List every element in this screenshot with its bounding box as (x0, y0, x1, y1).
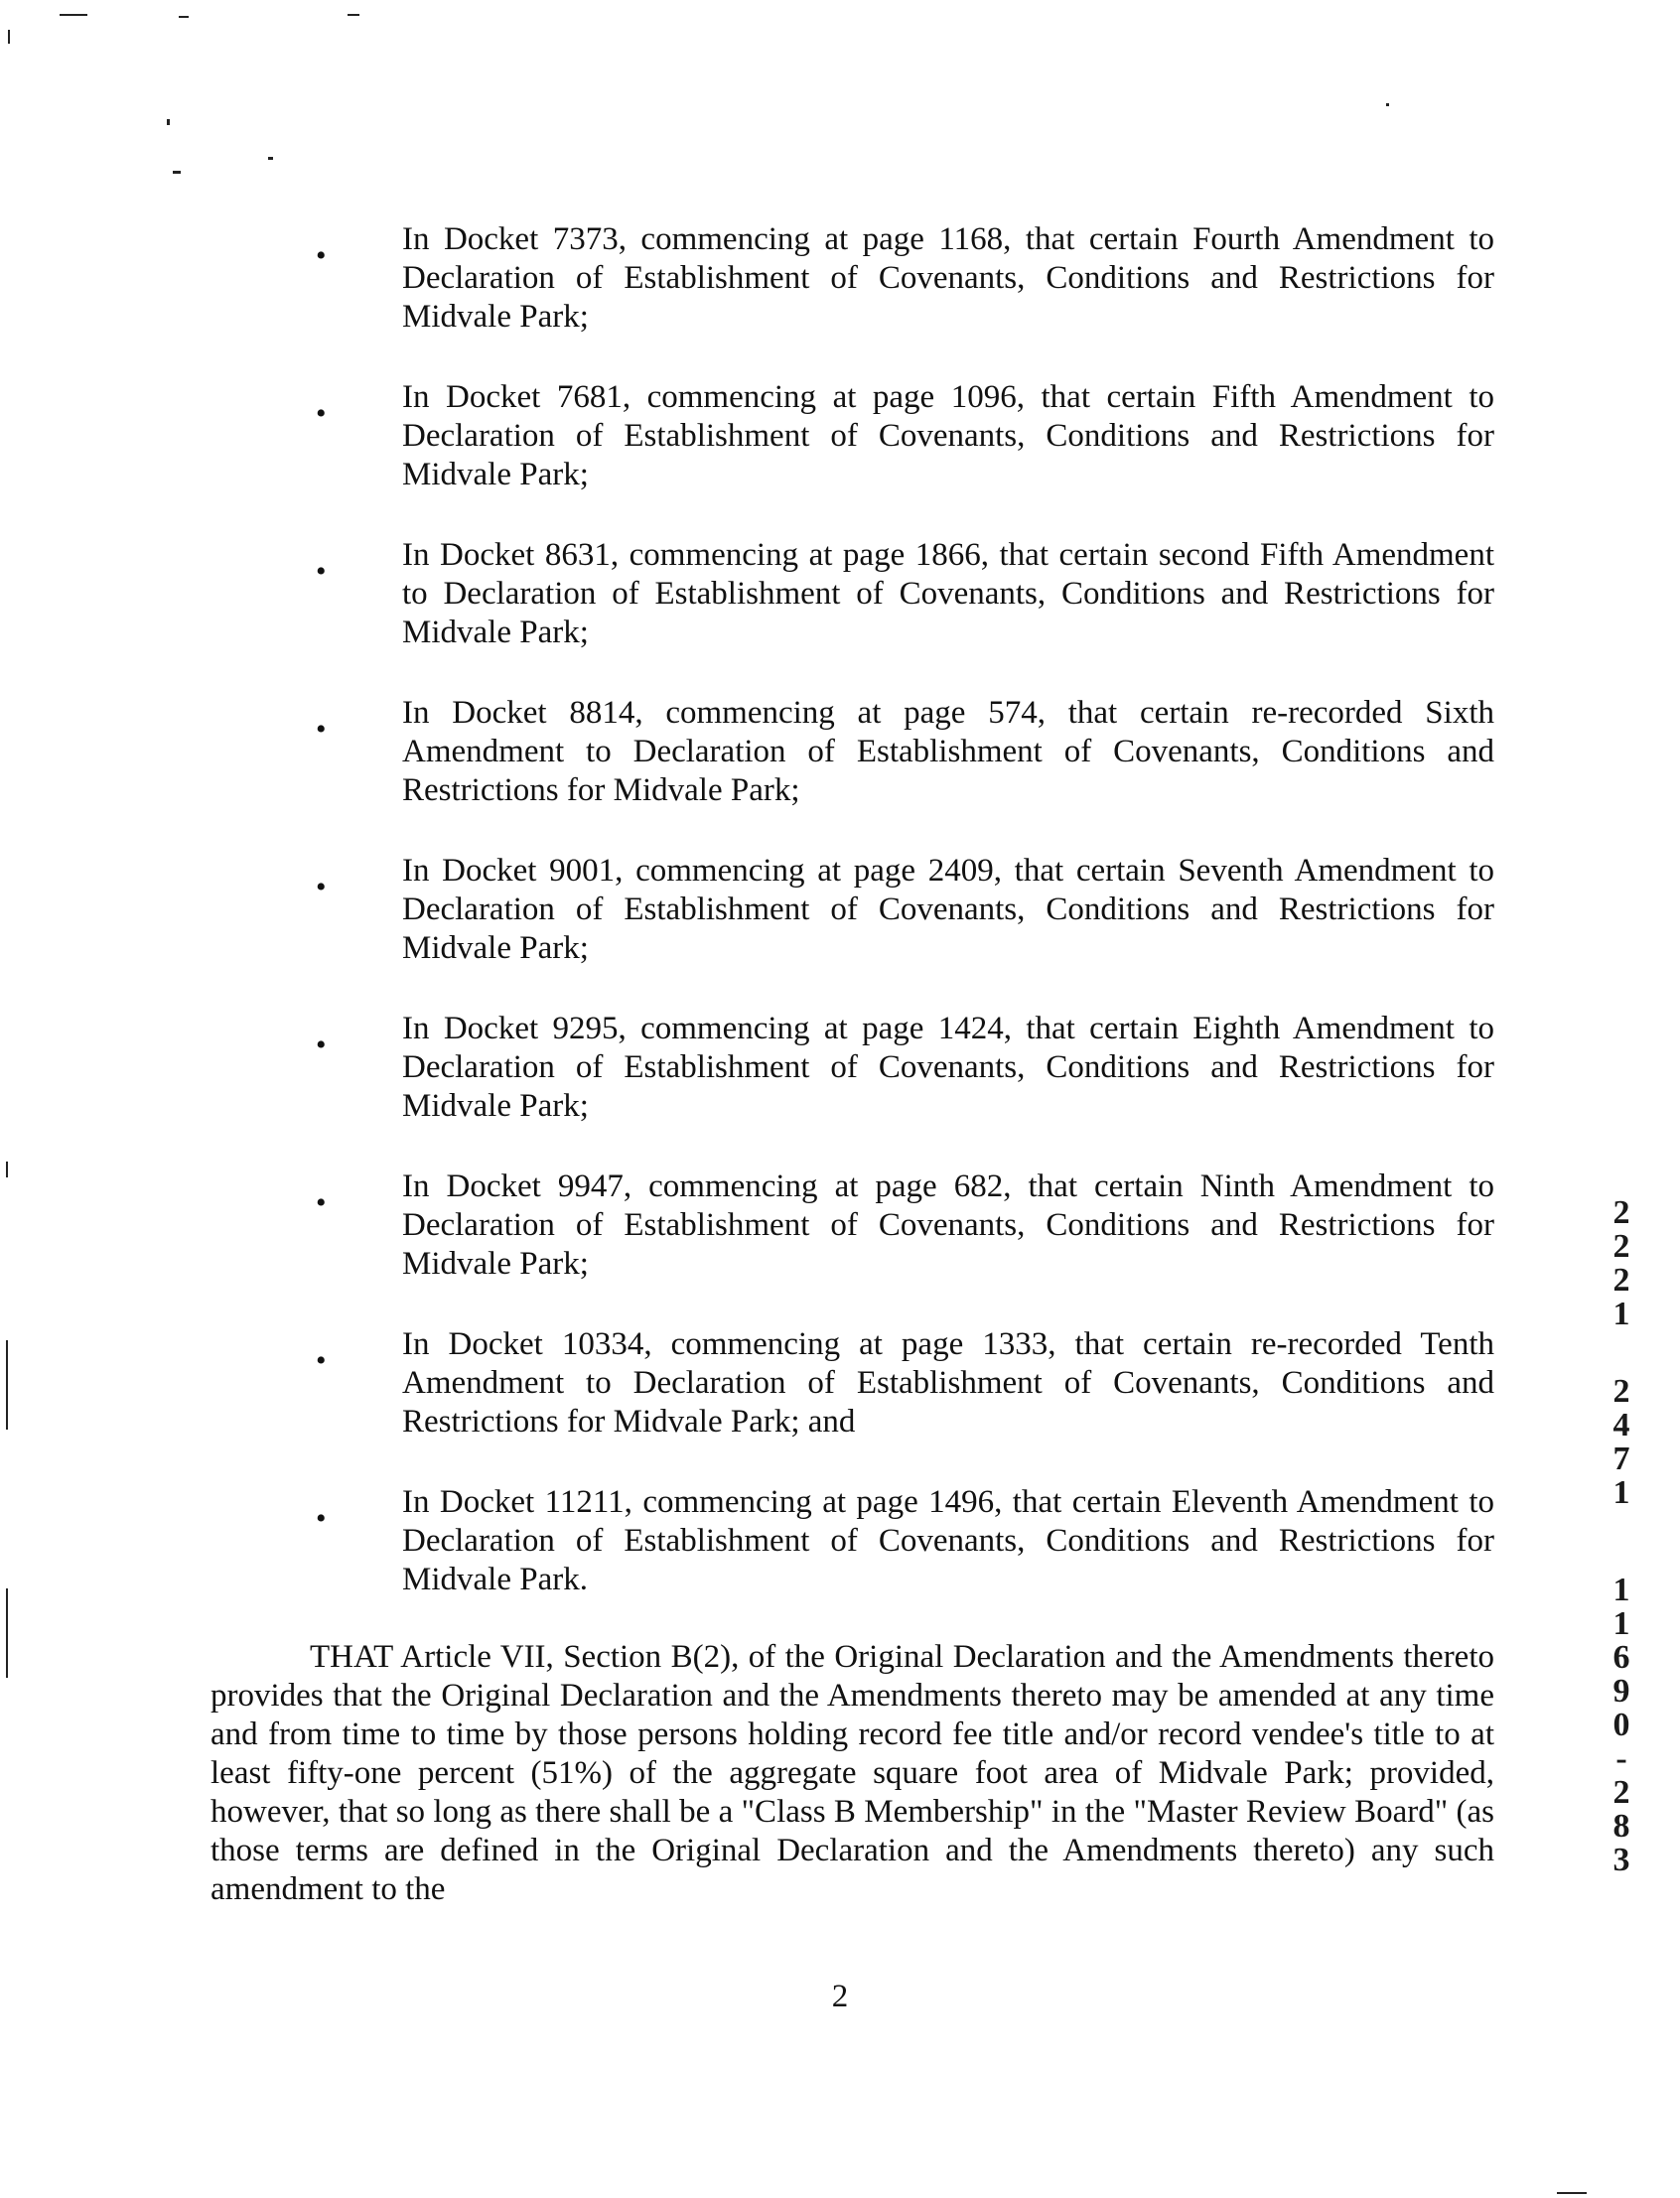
list-bullet: • (316, 555, 327, 588)
stamp-digit: 1 (1612, 1296, 1630, 1332)
stamp-digit: 6 (1612, 1639, 1630, 1676)
list-bullet: • (316, 239, 327, 272)
scan-speck (173, 171, 181, 174)
list-bullet: • (316, 1186, 327, 1219)
stamp-digit: 1 (1612, 1474, 1630, 1511)
stamp-digit: 2 (1612, 1194, 1630, 1231)
list-item: In Docket 10334, commencing at page 1333, that certain re-recorded Tenth Amendment to Declaration of Establishment of Covenants, Conditions and Restrictions for Midvale Park; and (402, 1326, 1494, 1440)
recording-stamp-page (1604, 1375, 1639, 1510)
scan-speck (8, 30, 10, 44)
scan-speck (179, 16, 189, 18)
list-bullet: • (316, 1344, 327, 1377)
list-bullet: • (316, 871, 327, 903)
stamp-digit: 8 (1612, 1808, 1630, 1845)
scan-speck (6, 1588, 8, 1678)
scan-speck (60, 14, 87, 16)
list-bullet: • (316, 1502, 327, 1535)
list-item: In Docket 7681, commencing at page 1096, that certain Fifth Amendment to Declaration of Establishment of Covenants, Conditions and Restrictions for Midvale Park; (402, 379, 1494, 492)
list-item: In Docket 7373, commencing at page 1168, that certain Fourth Amendment to Declaration of Establishment of Covenants, Conditions and Restrictions for Midvale Park; (402, 221, 1494, 335)
scan-speck (6, 1162, 8, 1177)
list-item: In Docket 9947, commencing at page 682, that certain Ninth Amendment to Declaration of Establishment of Covenants, Conditions and Restrictions for Midvale Park; (402, 1168, 1494, 1282)
recording-stamp-docket (1604, 1196, 1639, 1331)
stamp-digit: 4 (1612, 1407, 1630, 1443)
list-item: In Docket 8814, commencing at page 574, that certain re-recorded Sixth Amendment to Declaration of Establishment of Covenants, Conditions and Restrictions for Midvale Park; (402, 695, 1494, 808)
list-bullet: • (316, 1029, 327, 1061)
stamp-digit: - (1615, 1740, 1627, 1777)
stamp-digit: 7 (1612, 1441, 1630, 1477)
stamp-digit: 1 (1612, 1605, 1630, 1642)
stamp-digit: 2 (1612, 1262, 1630, 1299)
scan-speck (167, 119, 170, 125)
stamp-digit: 3 (1612, 1842, 1630, 1878)
list-item: In Docket 9295, commencing at page 1424, that certain Eighth Amendment to Declaration of Establishment of Covenants, Conditions and Restrictions for Midvale Park; (402, 1011, 1494, 1124)
list-item: In Docket 8631, commencing at page 1866, that certain second Fifth Amendment to Declaration of Establishment of Covenants, Conditions and Restrictions for Midvale Park; (402, 537, 1494, 650)
stamp-digit: 2 (1612, 1774, 1630, 1811)
page-number: 2 (831, 1979, 849, 2014)
stamp-digit: 2 (1612, 1373, 1630, 1410)
recording-stamp-code (1604, 1574, 1639, 1877)
scan-speck (1386, 103, 1389, 106)
list-item: In Docket 11211, commencing at page 1496, that certain Eleventh Amendment to Declaration of Establishment of Covenants, Conditions and Restrictions for Midvale Park. (402, 1484, 1494, 1597)
scan-speck (6, 1340, 8, 1430)
body-paragraph: THAT Article VII, Section B(2), of the Original Declaration and the Amendments thereto provides that the Original Declaration and the Amendments thereto may be amended at any time and from time to time by those persons holding record fee title and/or record vendee's title to at least fifty-one percent (51%) of the aggregate square foot area of Midvale Park; provided, however, that so long as there shall be a "Class B Membership" in the "Master Review Board" (as those terms are defined in the Original Declaration and the Amendments thereto) any such amendment to the (210, 1639, 1494, 1907)
scan-speck (1557, 2192, 1587, 2194)
scan-speck (348, 14, 359, 16)
stamp-digit: 9 (1612, 1673, 1630, 1710)
stamp-digit: 0 (1612, 1707, 1630, 1743)
stamp-digit: 1 (1612, 1572, 1630, 1608)
scan-speck (268, 157, 273, 160)
list-bullet: • (316, 713, 327, 746)
stamp-digit: 2 (1612, 1228, 1630, 1265)
list-item: In Docket 9001, commencing at page 2409, that certain Seventh Amendment to Declaration of Establishment of Covenants, Conditions and Restrictions for Midvale Park; (402, 853, 1494, 966)
list-bullet: • (316, 397, 327, 430)
